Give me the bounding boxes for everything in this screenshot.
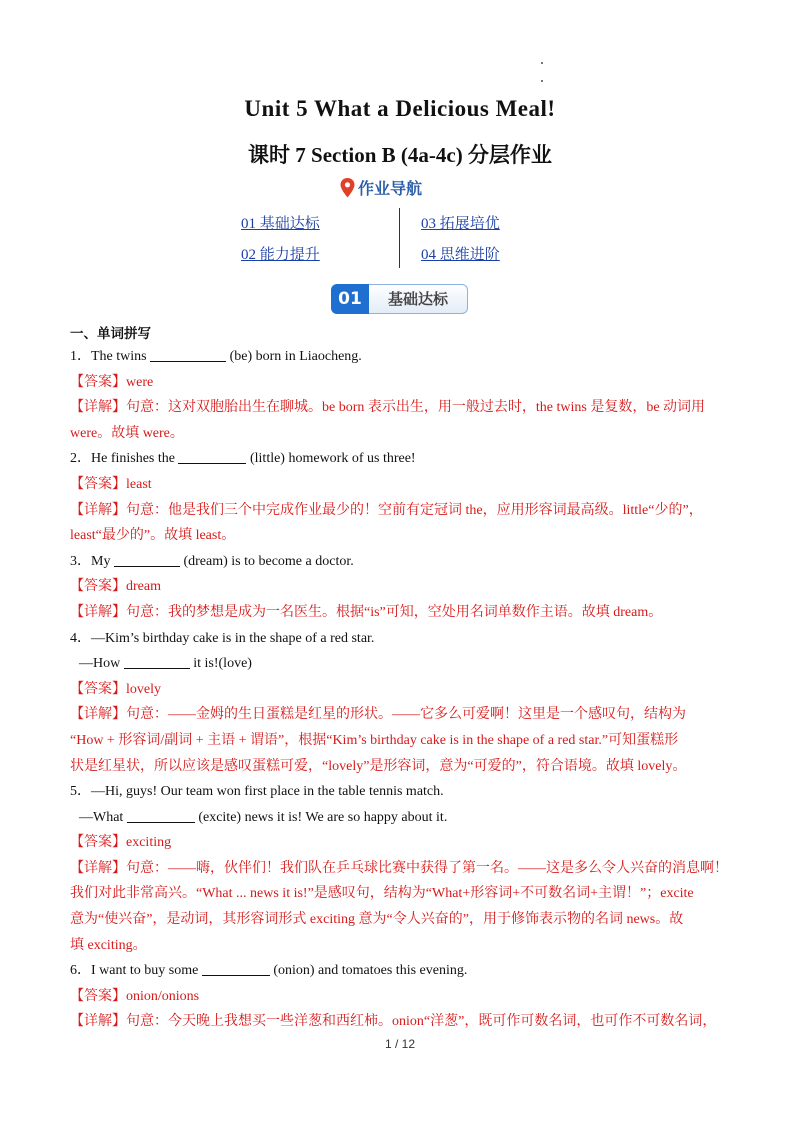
explanation-line: least“最少的”。故填 least。 [70,528,236,544]
page-subtitle: 课时 7 Section B (4a-4c) 分层作业 [248,143,552,167]
location-pin-icon [340,178,355,198]
answer-line: 【答案】lovely [70,681,161,697]
explanation-line: 【详解】句意：这对双胞胎出生在聊城。be born 表示出生，用一般过去时，the twins 是复数，be 动词用 [70,400,706,416]
explanation-line: 填 exciting。 [70,937,147,953]
question-text: 5．—Hi, guys! Our team won first place in the table tennis match. [70,784,444,800]
nav-link-basic[interactable]: 01 基础达标 [241,216,320,232]
question-text: —How it is!(love) [70,651,735,677]
nav-link-thinking[interactable]: 04 思维进阶 [421,247,500,263]
decorative-dot [541,80,543,82]
answer-blank [127,807,195,823]
question-text: 3．My (dream) is to become a doctor. [70,549,735,575]
part-heading: 一、单词拼写 [70,326,151,342]
answer-blank [150,346,226,362]
nav-divider [399,208,400,268]
answer-blank [178,448,246,464]
explanation-line: 【详解】句意：今天晚上我想买一些洋葱和西红柿。onion“洋葱”，既可作可数名词，也可作不可数名词， [70,1014,717,1030]
question-text: 1．The twins (be) born in Liaocheng. [70,344,735,370]
answer-blank [124,653,190,669]
decorative-dot [541,62,543,64]
explanation-line: “How + 形容词/副词 + 主语 + 谓语”，根据“Kim’s birthday cake is in the shape of a red star.”可知蛋糕形 [70,732,679,748]
nav-heading [340,176,422,199]
question-text: —What (excite) news it is! We are so happy about it. [70,805,735,831]
section-label: 基础达标 [369,284,468,314]
nav-heading-label: 作业导航 [358,179,423,198]
section-badge [331,284,469,314]
answer-blank [202,960,270,976]
page-title: Unit 5 What a Delicious Meal! [244,96,556,121]
answer-line: 【答案】dream [70,579,161,595]
explanation-line: 【详解】句意：——金姆的生日蛋糕是红星的形状。——它多么可爱啊！这里是一个感叹句，结构为 [70,707,686,723]
explanation-line: were。故填 were。 [70,425,184,441]
explanation-line: 【详解】句意：他是我们三个中完成作业最少的！空前有定冠词 the，应用形容词最高级。little“少的”， [70,502,703,518]
answer-line: 【答案】were [70,374,154,390]
nav-link-extension[interactable]: 03 拓展培优 [421,216,500,232]
explanation-line: 意为“使兴奋”，是动词，其形容词形式 exciting 意为“令人兴奋的”，用于修饰表示物的名词 news。故 [70,912,684,928]
explanation-line: 状是红星状，所以应该是感叹蛋糕可爱，“lovely”是形容词，意为“可爱的”，符合语境。故填 lovely。 [70,758,687,774]
explanation-line: 我们对此非常高兴。“What ... news it is!”是感叹句，结构为“What+形容词+不可数名词+主谓！”；excite [70,886,694,902]
answer-line: 【答案】least [70,476,152,492]
answer-blank [114,551,180,567]
explanation-line: 【详解】句意：——嗨，伙伴们！我们队在乒乓球比赛中获得了第一名。——这是多么令人兴奋的消息啊！ [70,860,728,876]
section-number: 01 [331,284,369,314]
question-text: 4．—Kim’s birthday cake is in the shape of a red star. [70,630,375,646]
question-text: 6．I want to buy some (onion) and tomatoes this evening. [70,958,735,984]
answer-line: 【答案】exciting [70,835,172,851]
explanation-line: 【详解】句意：我的梦想是成为一名医生。根据“is”可知，空处用名词单数作主语。故填 dream。 [70,604,663,620]
exercise-content [70,324,735,1035]
question-text: 2．He finishes the (little) homework of us three! [70,446,735,472]
homework-nav [240,208,560,268]
page-number: 1 / 12 [384,1037,416,1051]
nav-link-ability[interactable]: 02 能力提升 [241,247,320,263]
answer-line: 【答案】onion/onions [70,988,200,1004]
